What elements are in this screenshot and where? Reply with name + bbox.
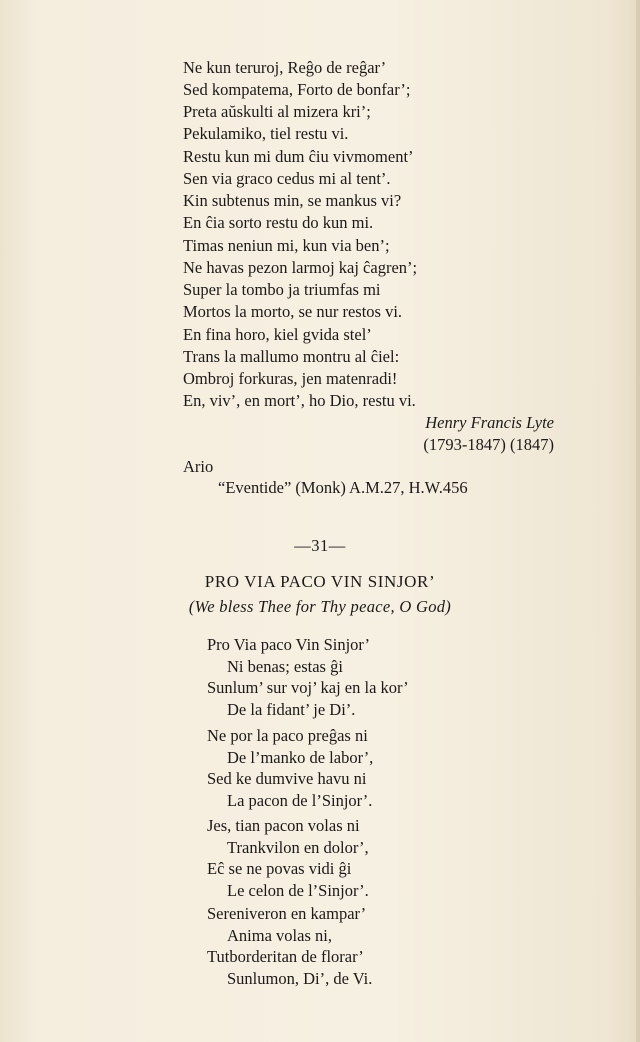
hymn-number: —31— (294, 536, 346, 555)
stanza-3 (183, 235, 417, 323)
verse-line: Sereniveron en kampar’ (207, 904, 367, 923)
verse-line: Pekulamiko, tiel restu vi. (183, 124, 349, 143)
verse-line: Kin subtenus min, se mankus vi? (183, 191, 402, 210)
author-dates: (1793-1847) (1847) (423, 435, 554, 454)
stanza-31-1 (207, 634, 409, 720)
verse-line: Mortos la morto, se nur restos vi. (183, 302, 403, 321)
verse-line: En ĉia sorto restu do kun mi. (183, 213, 374, 232)
verse-line: Sed ke dumvive havu ni (207, 769, 367, 788)
hymn-subtitle: (We bless Thee for Thy peace, O God) (188, 597, 452, 616)
verse-line: De l’manko de labor’, (227, 747, 374, 767)
verse-line: Le celon de l’Sinjor’. (227, 880, 369, 900)
verse-line: Jes, tian pacon volas ni (207, 816, 360, 835)
verse-line: Trans la mallumo montru al ĉiel: (183, 347, 400, 366)
verse-line: Ne havas pezon larmoj kaj ĉagren’; (183, 258, 418, 277)
tune-info: “Eventide” (Monk) A.M.27, H.W.456 (218, 478, 468, 497)
verse-line: Timas neniun mi, kun via ben’; (183, 236, 390, 255)
page-edge (636, 0, 640, 1042)
verse-line: Super la tombo ja triumfas mi (183, 280, 381, 299)
stanza-4 (183, 324, 416, 412)
verse-line: Ombroj forkuras, jen matenradi! (183, 369, 398, 388)
stanza-31-3 (207, 815, 369, 901)
stanza-31-2 (207, 725, 373, 811)
verse-line: Restu kun mi dum ĉiu vivmoment’ (183, 147, 414, 166)
verse-line: La pacon de l’Sinjor’. (227, 790, 373, 810)
stanza-2 (183, 146, 414, 234)
stanza-31-4 (207, 903, 372, 989)
verse-line: En, viv’, en mort’, ho Dio, restu vi. (183, 391, 416, 410)
verse-line: Ne kun teruroj, Reĝo de reĝar’ (183, 58, 387, 77)
verse-line: Ni benas; estas ĝi (227, 656, 343, 676)
author-name: Henry Francis Lyte (425, 413, 554, 432)
stanza-1 (183, 57, 410, 145)
verse-line: Sunlum’ sur voj’ kaj en la kor’ (207, 678, 409, 697)
verse-line: Ne por la paco preĝas ni (207, 726, 368, 745)
verse-line: Sen via graco cedus mi al tent’. (183, 169, 391, 188)
verse-line: Anima volas ni, (227, 925, 332, 945)
verse-line: De la fidant’ je Di’. (227, 699, 356, 719)
verse-line: Tutborderitan de florar’ (207, 947, 364, 966)
tune-label: Ario (183, 457, 214, 476)
verse-line: En fina horo, kiel gvida stel’ (183, 325, 372, 344)
verse-line: Eĉ se ne povas vidi ĝi (207, 859, 352, 878)
verse-line: Pro Via paco Vin Sinjor’ (207, 635, 371, 654)
verse-line: Trankvilon en dolor’, (227, 837, 369, 857)
verse-line: Sed kompatema, Forto de bonfar’; (183, 80, 411, 99)
author-credit (423, 412, 554, 456)
verse-line: Sunlumon, Di’, de Vi. (227, 968, 373, 988)
hymn-title: PRO VIA PACO VIN SINJOR’ (204, 572, 436, 591)
verse-line: Preta aŭskulti al mizera kri’; (183, 102, 371, 121)
